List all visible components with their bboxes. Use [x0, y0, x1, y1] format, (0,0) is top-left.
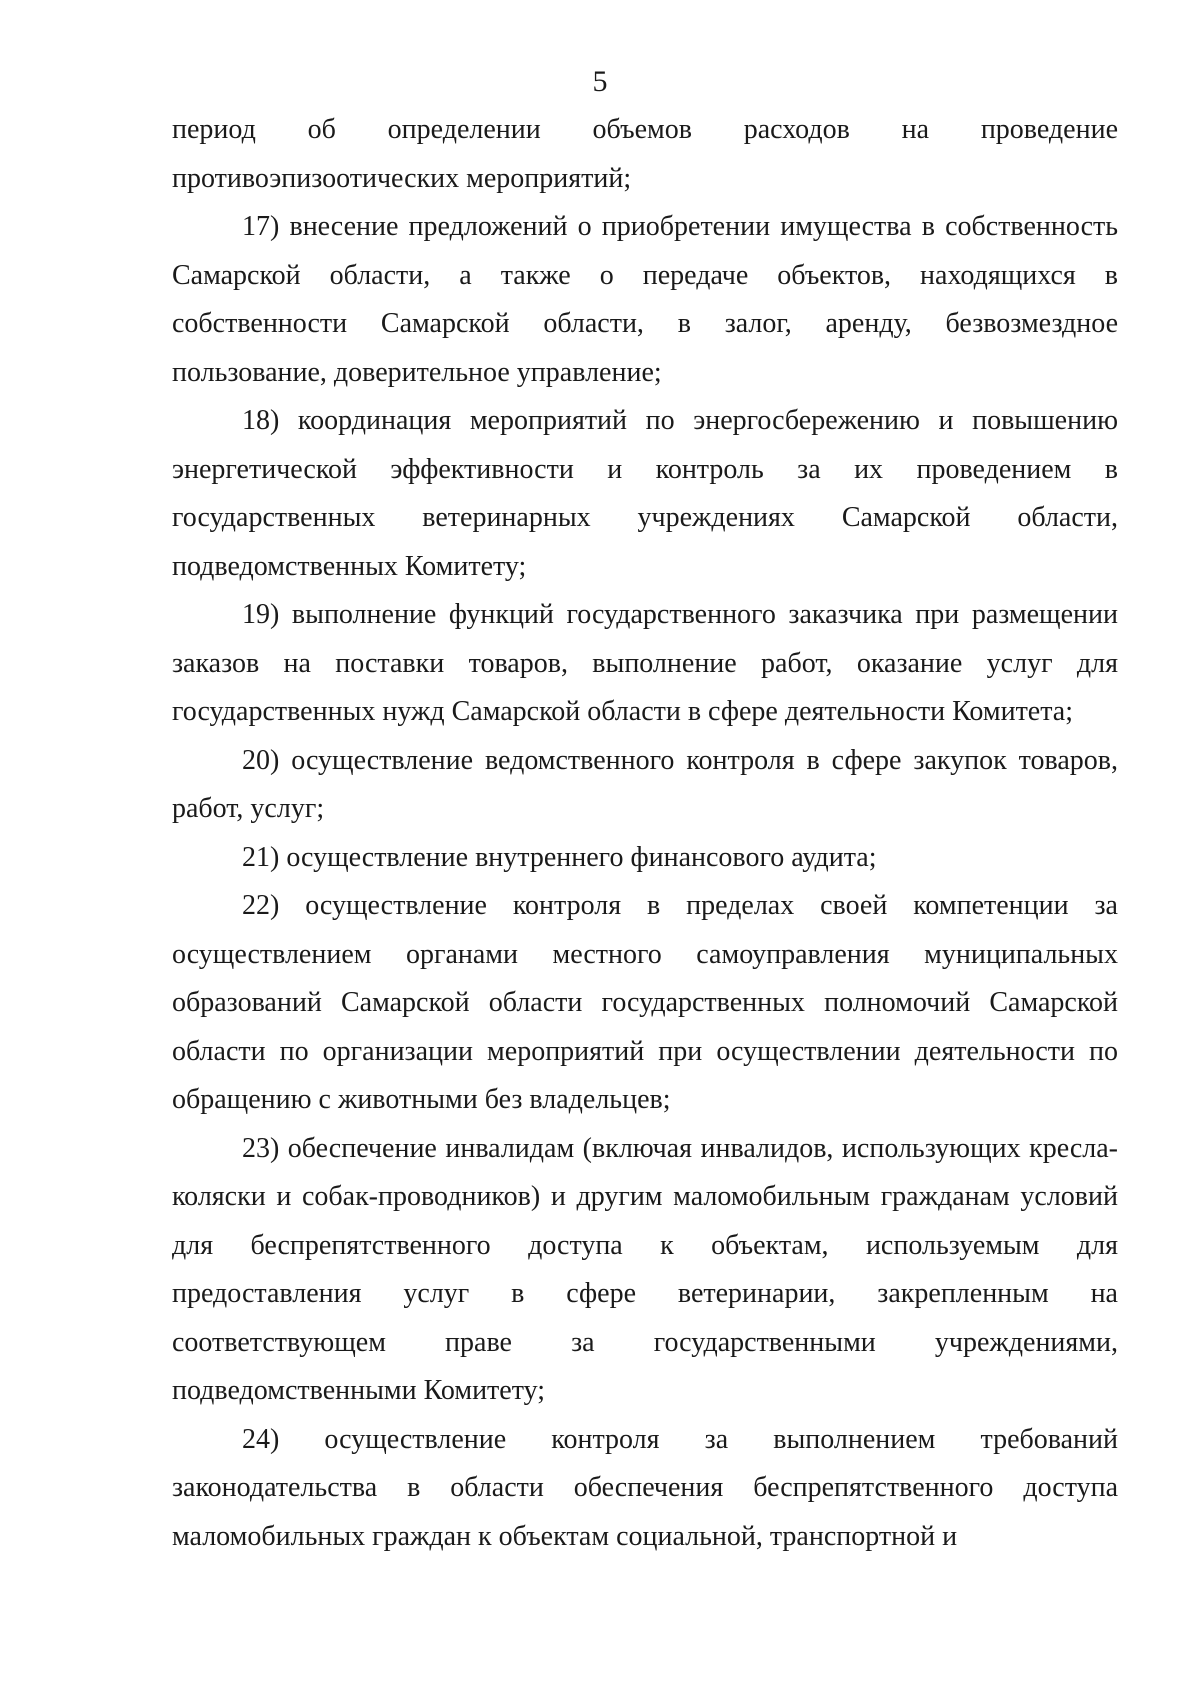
document-body: [172, 106, 1118, 1561]
paragraph-item-16-end: период об определении объемов расходов на проведение противоэпизоотических мероприятий;: [172, 114, 1118, 194]
paragraph-item-24-start: 24) осуществление контроля за выполнением требований законодательства в области обеспечения беспрепятственного доступа маломобильных граждан к объектам социальной, транспортной и: [172, 1423, 1118, 1552]
paragraph-item-18: 18) координация мероприятий по энергосбережению и повышению энергетической эффективности и контроль за их проведением в государственных ветеринарных учреждениях Самарской области, подведомственных Комитету;: [172, 405, 1118, 582]
paragraph-item-19: 19) выполнение функций государственного заказчика при размещении заказов на поставки товаров, выполнение работ, оказание услуг для государственных нужд Самарской области в сфере деятельности Комитета;: [172, 599, 1118, 727]
page-number: 5: [592, 65, 608, 98]
paragraph-item-23: 23) обеспечение инвалидам (включая инвалидов, использующих кресла-коляски и собак-проводников) и другим маломобильным гражданам условий для беспрепятственного доступа к объектам, используемым для предоставления услуг в сфере ветеринарии, закрепленным на соответствующем праве за государственными учреждениями, подведомственными Комитету;: [172, 1132, 1118, 1406]
paragraph-item-20: 20) осуществление ведомственного контроля в сфере закупок товаров, работ, услуг;: [172, 744, 1118, 824]
paragraph-item-17: 17) внесение предложений о приобретении имущества в собственность Самарской области, а также о передаче объектов, находящихся в собственности Самарской области, в залог, аренду, безвозмездное пользование, доверительное управление;: [172, 211, 1118, 388]
paragraph-item-21: 21) осуществление внутреннего финансового аудита;: [242, 841, 877, 873]
paragraph-item-22: 22) осуществление контроля в пределах своей компетенции за осуществлением органами местного самоуправления муниципальных образований Самарской области государственных полномочий Самарской области по организации мероприятий при осуществлении деятельности по обращению с животными без владельцев;: [172, 890, 1118, 1115]
